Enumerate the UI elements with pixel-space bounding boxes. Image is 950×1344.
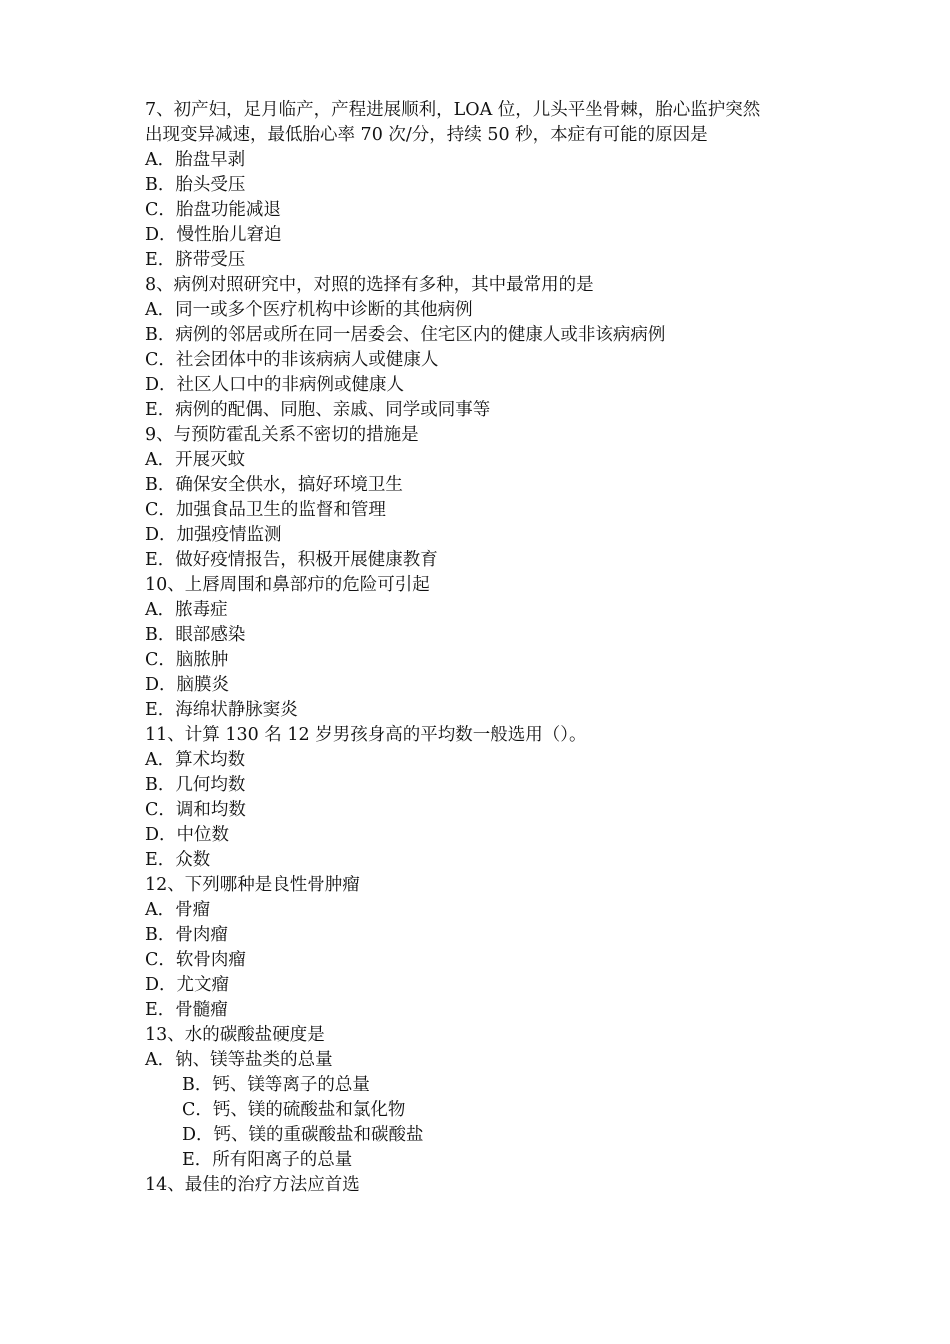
question-stem: 7、初产妇，足月临产，产程进展顺利，LOA 位，儿头平坐骨棘，胎心监护突然 xyxy=(145,100,761,120)
answer-option: C．加强食品卫生的监督和管理 xyxy=(145,500,386,520)
question-stem: 出现变异减速，最低胎心率 70 次/分，持续 50 秒，本症有可能的原因是 xyxy=(145,125,708,145)
answer-option: A．钠、镁等盐类的总量 xyxy=(145,1050,333,1070)
question-stem: 11、计算 130 名 12 岁男孩身高的平均数一般选用（）。 xyxy=(145,725,587,745)
answer-option: D．社区人口中的非病例或健康人 xyxy=(145,375,405,395)
answer-option: C．钙、镁的硫酸盐和氯化物 xyxy=(182,1100,406,1120)
answer-option: E．所有阳离子的总量 xyxy=(182,1150,353,1170)
answer-option: D．脑膜炎 xyxy=(145,675,230,695)
answer-option: D．中位数 xyxy=(145,825,230,845)
answer-option: E．海绵状静脉窦炎 xyxy=(145,700,298,720)
answer-option: A．开展灭蚊 xyxy=(145,450,246,470)
answer-option: A．脓毒症 xyxy=(145,600,228,620)
answer-option: C．社会团体中的非该病病人或健康人 xyxy=(145,350,439,370)
answer-option: B．胎头受压 xyxy=(145,175,246,195)
answer-option: E．众数 xyxy=(145,850,211,870)
answer-option: A．算术均数 xyxy=(145,750,246,770)
answer-option: E．脐带受压 xyxy=(145,250,246,270)
answer-option: D．慢性胎儿窘迫 xyxy=(145,225,282,245)
answer-option: C．胎盘功能减退 xyxy=(145,200,281,220)
answer-option: A．同一或多个医疗机构中诊断的其他病例 xyxy=(145,300,473,320)
question-stem: 10、上唇周围和鼻部疖的危险可引起 xyxy=(145,575,430,595)
answer-option: B．确保安全供水，搞好环境卫生 xyxy=(145,475,403,495)
question-list xyxy=(145,98,825,1198)
answer-option: B．钙、镁等离子的总量 xyxy=(182,1075,370,1095)
answer-option: B．骨肉瘤 xyxy=(145,925,228,945)
answer-option: A．胎盘早剥 xyxy=(145,150,246,170)
answer-option: B．病例的邻居或所在同一居委会、住宅区内的健康人或非该病病例 xyxy=(145,325,666,345)
question-stem: 12、下列哪种是良性骨肿瘤 xyxy=(145,875,360,895)
answer-option: E．病例的配偶、同胞、亲戚、同学或同事等 xyxy=(145,400,491,420)
answer-option: E．做好疫情报告，积极开展健康教育 xyxy=(145,550,438,570)
answer-option: D．钙、镁的重碳酸盐和碳酸盐 xyxy=(182,1125,424,1145)
question-stem: 13、水的碳酸盐硬度是 xyxy=(145,1025,325,1045)
question-stem: 14、最佳的治疗方法应首选 xyxy=(145,1175,360,1195)
answer-option: B．几何均数 xyxy=(145,775,246,795)
answer-option: C．脑脓肿 xyxy=(145,650,229,670)
question-stem: 9、与预防霍乱关系不密切的措施是 xyxy=(145,425,419,445)
answer-option: E．骨髓瘤 xyxy=(145,1000,228,1020)
answer-option: C．调和均数 xyxy=(145,800,246,820)
answer-option: D．加强疫情监测 xyxy=(145,525,282,545)
answer-option: A．骨瘤 xyxy=(145,900,211,920)
answer-option: B．眼部感染 xyxy=(145,625,246,645)
answer-option: D．尤文瘤 xyxy=(145,975,230,995)
question-stem: 8、病例对照研究中，对照的选择有多种，其中最常用的是 xyxy=(145,275,594,295)
answer-option: C．软骨肉瘤 xyxy=(145,950,246,970)
